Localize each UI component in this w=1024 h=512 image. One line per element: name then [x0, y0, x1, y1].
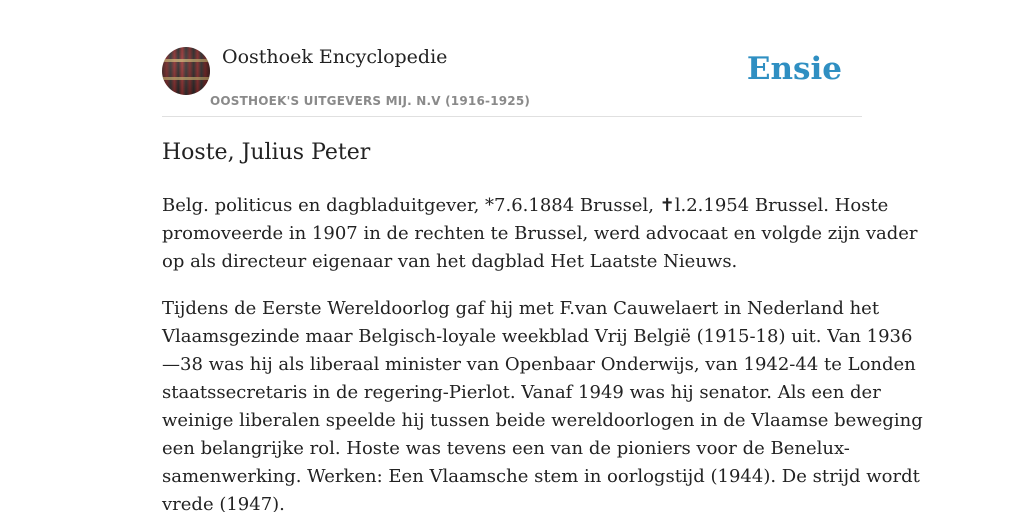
paragraph-line: Tijdens de Eerste Wereldoorlog gaf hij met F.van Cauwelaert in Nederland het: [162, 298, 880, 319]
site-avatar[interactable]: [162, 47, 210, 95]
site-title[interactable]: Oosthoek Encyclopedie: [222, 46, 448, 68]
paragraph-line: op als directeur eigenaar van het dagblad Het Laatste Nieuws.: [162, 251, 738, 272]
paragraph-line: een belangrijke rol. Hoste was tevens een van de pioniers voor de Benelux-: [162, 438, 850, 459]
paragraph-line: Belg. politicus en dagbladuitgever, *7.6.1884 Brussel, ✝l.2.1954 Brussel. Hoste: [162, 195, 889, 216]
brand-logo[interactable]: Ensie: [746, 51, 842, 87]
paragraph-line: staatssecretaris in de regering-Pierlot. Vanaf 1949 was hij senator. Als een der: [162, 382, 881, 403]
paragraph-line: samenwerking. Werken: Een Vlaamsche stem in oorlogstijd (1944). De strijd wordt: [162, 466, 920, 487]
encyclopedia-books-icon: [162, 47, 210, 95]
site-header: [162, 40, 862, 117]
publisher-subtitle: OOSTHOEK'S UITGEVERS MIJ. N.V (1916-1925): [210, 94, 531, 108]
article-paragraph: [162, 192, 918, 276]
paragraph-line: —38 was hij als liberaal minister van Openbaar Onderwijs, van 1942-44 te Londen: [162, 354, 916, 375]
article-title: Hoste, Julius Peter: [162, 140, 371, 165]
paragraph-line: vrede (1947).: [162, 494, 285, 512]
paragraph-line: weinige liberalen speelde hij tussen beide wereldoorlogen in de Vlaamse beweging: [162, 410, 923, 431]
paragraph-line: promoveerde in 1907 in de rechten te Brussel, werd advocaat en volgde zijn vader: [162, 223, 918, 244]
paragraph-line: Vlaamsgezinde maar Belgisch-loyale weekblad Vrij België (1915-18) uit. Van 1936: [162, 326, 913, 347]
article-paragraph: [162, 295, 923, 512]
